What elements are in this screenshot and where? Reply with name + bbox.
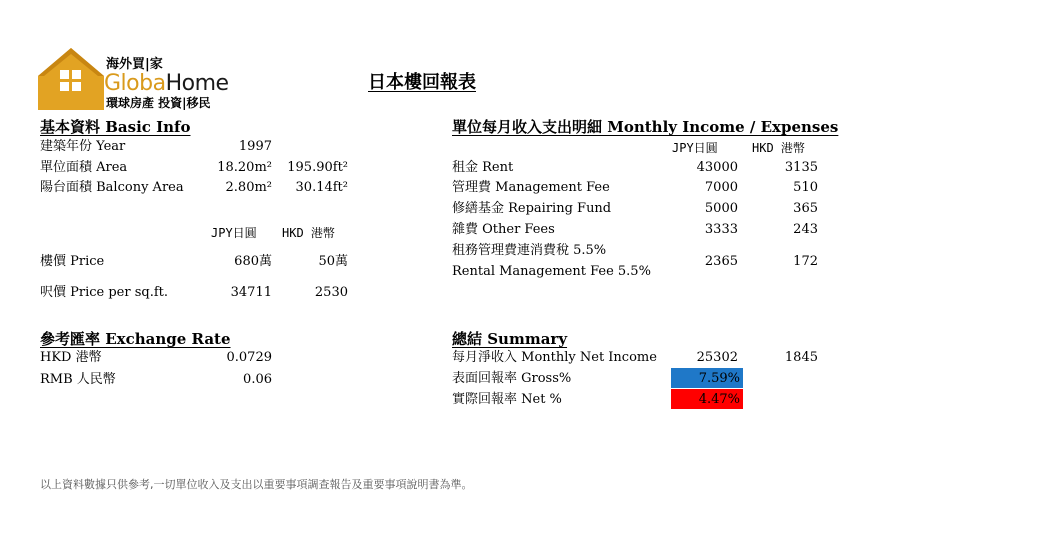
area-ft2: 195.90ft² (287, 160, 348, 175)
monthly-row-jpy: 7000 (704, 180, 738, 195)
summary-heading: 總結 Summary (452, 330, 568, 348)
monthly-row-jpy: 3333 (704, 222, 738, 237)
monthly-row-label: 管理費 Management Fee (452, 180, 610, 195)
monthly-row-label: 租金 Rent (452, 160, 514, 175)
gross-yield-value: 7.59% (698, 371, 740, 386)
basic-col-hkd: HKD 港幣 (282, 226, 335, 240)
disclaimer-text: 以上資料數據只供參考,一切單位收入及支出以重要事項調查報告及重要事項說明書為準。 (40, 478, 473, 491)
net-income-label: 每月淨收入 Monthly Net Income (452, 350, 657, 365)
logo-chinese-bottom: 環球房產 投資|移民 (106, 96, 211, 110)
monthly-row-label: 修繕基金 Repairing Fund (452, 201, 612, 216)
monthly-row-hkd: 3135 (784, 160, 818, 175)
logo-word-home: Home (165, 71, 229, 96)
monthly-row-hkd: 243 (793, 222, 818, 237)
area-m2: 18.20m² (217, 160, 272, 175)
gross-yield-cell (671, 368, 743, 388)
psf-jpy: 34711 (230, 285, 272, 300)
monthly-col-jpy: JPY日圓 (672, 141, 718, 155)
net-yield-cell (671, 389, 743, 409)
rental-mgmt-jpy: 2365 (704, 254, 738, 269)
monthly-col-hkd: HKD 港幣 (752, 141, 805, 155)
balcony-ft2: 30.14ft² (295, 180, 348, 195)
balcony-m2: 2.80m² (225, 180, 272, 195)
hkd-rate-value: 0.0729 (226, 350, 272, 365)
monthly-row-hkd: 365 (793, 201, 818, 216)
rental-mgmt-label-cn: 租務管理費連消費稅 5.5% (452, 243, 607, 258)
monthly-row-jpy: 43000 (696, 160, 738, 175)
net-yield-label: 實際回報率 Net % (452, 392, 562, 407)
price-jpy: 680萬 (234, 254, 272, 269)
monthly-row-jpy: 5000 (704, 201, 738, 216)
rental-mgmt-hkd: 172 (793, 254, 818, 269)
logo-wordmark (104, 71, 229, 96)
rmb-rate-label: RMB 人民幣 (40, 372, 116, 387)
exchange-heading: 參考匯率 Exchange Rate (40, 330, 231, 348)
year-label: 建築年份 Year (40, 139, 126, 154)
basic-col-jpy: JPY日圓 (211, 226, 257, 240)
net-yield-value: 4.47% (698, 392, 740, 407)
monthly-heading: 單位每月收入支出明細 Monthly Income / Expenses (452, 118, 839, 136)
price-hkd: 50萬 (318, 254, 348, 269)
rental-mgmt-label-en: Rental Management Fee 5.5% (452, 264, 651, 279)
monthly-row-hkd: 510 (793, 180, 818, 195)
psf-hkd: 2530 (314, 285, 348, 300)
year-value: 1997 (238, 139, 272, 154)
monthly-row-label: 雜費 Other Fees (452, 222, 555, 237)
logo-word-globa: Globa (104, 71, 166, 96)
hkd-rate-label: HKD 港幣 (40, 350, 102, 365)
price-label: 樓價 Price (40, 254, 105, 269)
basic-info-heading: 基本資料 Basic Info (40, 118, 191, 136)
gross-yield-label: 表面回報率 Gross% (452, 371, 572, 386)
balcony-label: 陽台面積 Balcony Area (40, 180, 184, 195)
net-income-jpy: 25302 (696, 350, 738, 365)
logo-chinese-top: 海外買|家 (106, 57, 163, 72)
house-icon (38, 46, 104, 110)
area-label: 單位面積 Area (40, 160, 128, 175)
psf-label: 呎價 Price per sq.ft. (40, 285, 169, 300)
rmb-rate-value: 0.06 (243, 372, 272, 387)
page-title: 日本樓回報表 (368, 72, 476, 93)
net-income-hkd: 1845 (784, 350, 818, 365)
